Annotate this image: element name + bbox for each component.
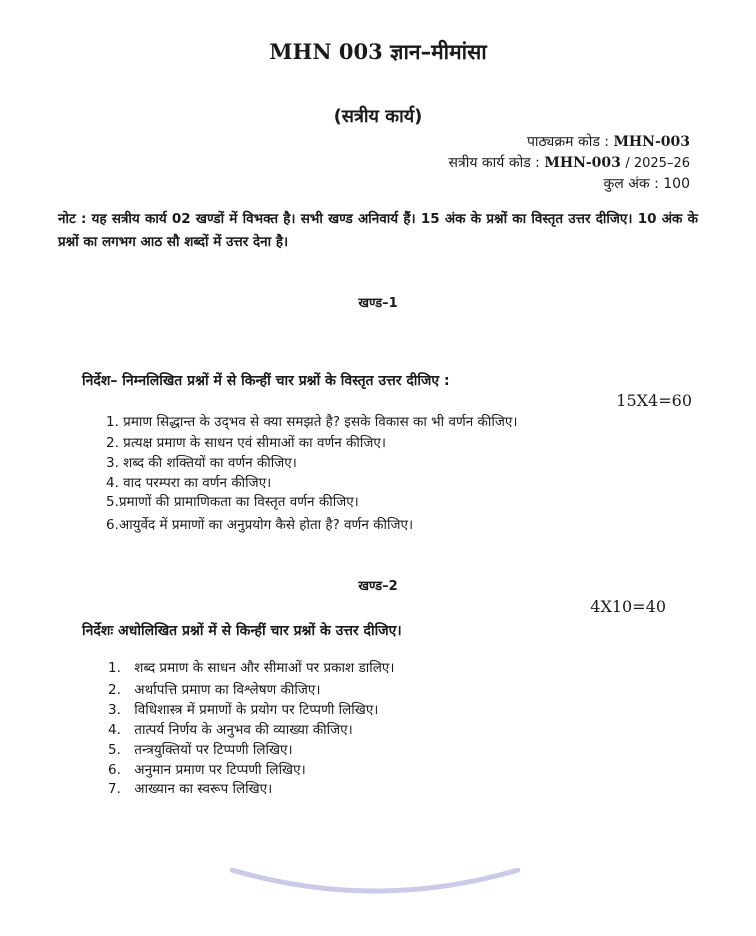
question-item	[108, 658, 394, 676]
question-text: तन्त्रयुक्तियों पर टिप्पणी लिखिए।	[134, 742, 293, 758]
question-text: विधिशास्त्र में प्रमाणों के प्रयोग पर टिप्पणी लिखिए।	[134, 702, 379, 718]
total-marks-line	[604, 174, 691, 193]
question-number: 4.	[108, 722, 121, 738]
question-item	[108, 740, 293, 758]
watermark-arc-stroke	[232, 870, 518, 891]
watermark-arc	[230, 868, 520, 894]
question-item: 3. शब्द की शक्तियों का वर्णन कीजिए।	[106, 455, 297, 471]
question-number: 6.	[108, 762, 121, 778]
course-code-value: MHN-003	[613, 134, 690, 150]
question-item	[108, 700, 378, 718]
question-text: तात्पर्य निर्णय के अनुभव की व्याख्या कीजिए।	[134, 722, 353, 738]
question-item: 1. प्रमाण सिद्धान्त के उद्‌भव से क्या समझते है? इसके विकास का भी वर्णन कीजिए।	[106, 414, 518, 430]
section-2-instruction: निर्देशः अधोलिखित प्रश्नों में से किन्हीं चार प्रश्नों के उत्तर दीजिए।	[82, 623, 402, 639]
course-code-label: पाठ्यक्रम कोड :	[526, 134, 609, 150]
page-subtitle: (सत्रीय कार्य)	[333, 106, 423, 127]
assignment-year: / 2025–26	[625, 156, 690, 171]
assignment-code-label: सत्रीय कार्य कोड :	[448, 155, 540, 171]
question-number: 7.	[108, 781, 121, 797]
section-2-marks: 4X10=40	[590, 597, 666, 616]
question-item: 2. प्रत्यक्ष प्रमाण के साधन एवं सीमाओं का वर्णन कीजिए।	[106, 435, 386, 451]
question-text: अनुमान प्रमाण पर टिप्पणी लिखिए।	[134, 762, 306, 778]
course-code: MHN 003	[269, 39, 383, 64]
question-item	[108, 680, 321, 698]
course-code-line	[527, 132, 690, 151]
assignment-code-line	[449, 153, 690, 172]
assignment-note: नोट : यह सत्रीय कार्य 02 खण्डों में विभक्त है। सभी खण्ड अनिवार्य हैं। 15 अंक के प्रश्नों का विस्तृत उत्तर दीजिए। 10 अंक के प्रश्नों का लगभग आठ सौ शब्दों में उत्तर देना है।	[58, 211, 698, 250]
section-2-heading: खण्ड–2	[358, 579, 398, 594]
section-1-marks: 15X4=60	[616, 391, 692, 410]
question-text: शब्द प्रमाण के साधन और सीमाओं पर प्रकाश डालिए।	[134, 660, 395, 676]
question-number: 2.	[108, 682, 121, 698]
question-item	[108, 779, 272, 797]
question-item: 6.आयुर्वेद में प्रमाणों का अनुप्रयोग कैसे होता है? वर्णन कीजिए।	[106, 517, 414, 533]
question-number: 3.	[108, 702, 121, 718]
section-1-instruction: निर्देश– निम्नलिखित प्रश्नों में से किन्हीं चार प्रश्नों के विस्तृत उत्तर दीजिए :	[82, 373, 450, 389]
question-item: 4. वाद परम्परा का वर्णन कीजिए।	[106, 475, 272, 491]
section-1-heading: खण्ड–1	[358, 296, 398, 311]
question-item	[108, 720, 353, 738]
total-marks-label: कुल अंक :	[603, 176, 659, 192]
question-text: आख्यान का स्वरूप लिखिए।	[134, 781, 273, 797]
assignment-code-value: MHN-003	[544, 155, 621, 171]
question-text: अर्थापत्ति प्रमाण का विश्लेषण कीजिए।	[134, 682, 321, 698]
question-item: 5.प्रमाणों की प्रामाणिकता का विस्तृत वर्णन कीजिए।	[106, 494, 359, 510]
page-title	[0, 38, 756, 66]
total-marks-value: 100	[663, 176, 690, 192]
question-number: 5.	[108, 742, 121, 758]
question-number: 1.	[108, 660, 121, 676]
course-title: ज्ञान–मीमांसा	[390, 40, 487, 64]
question-item	[108, 760, 306, 778]
